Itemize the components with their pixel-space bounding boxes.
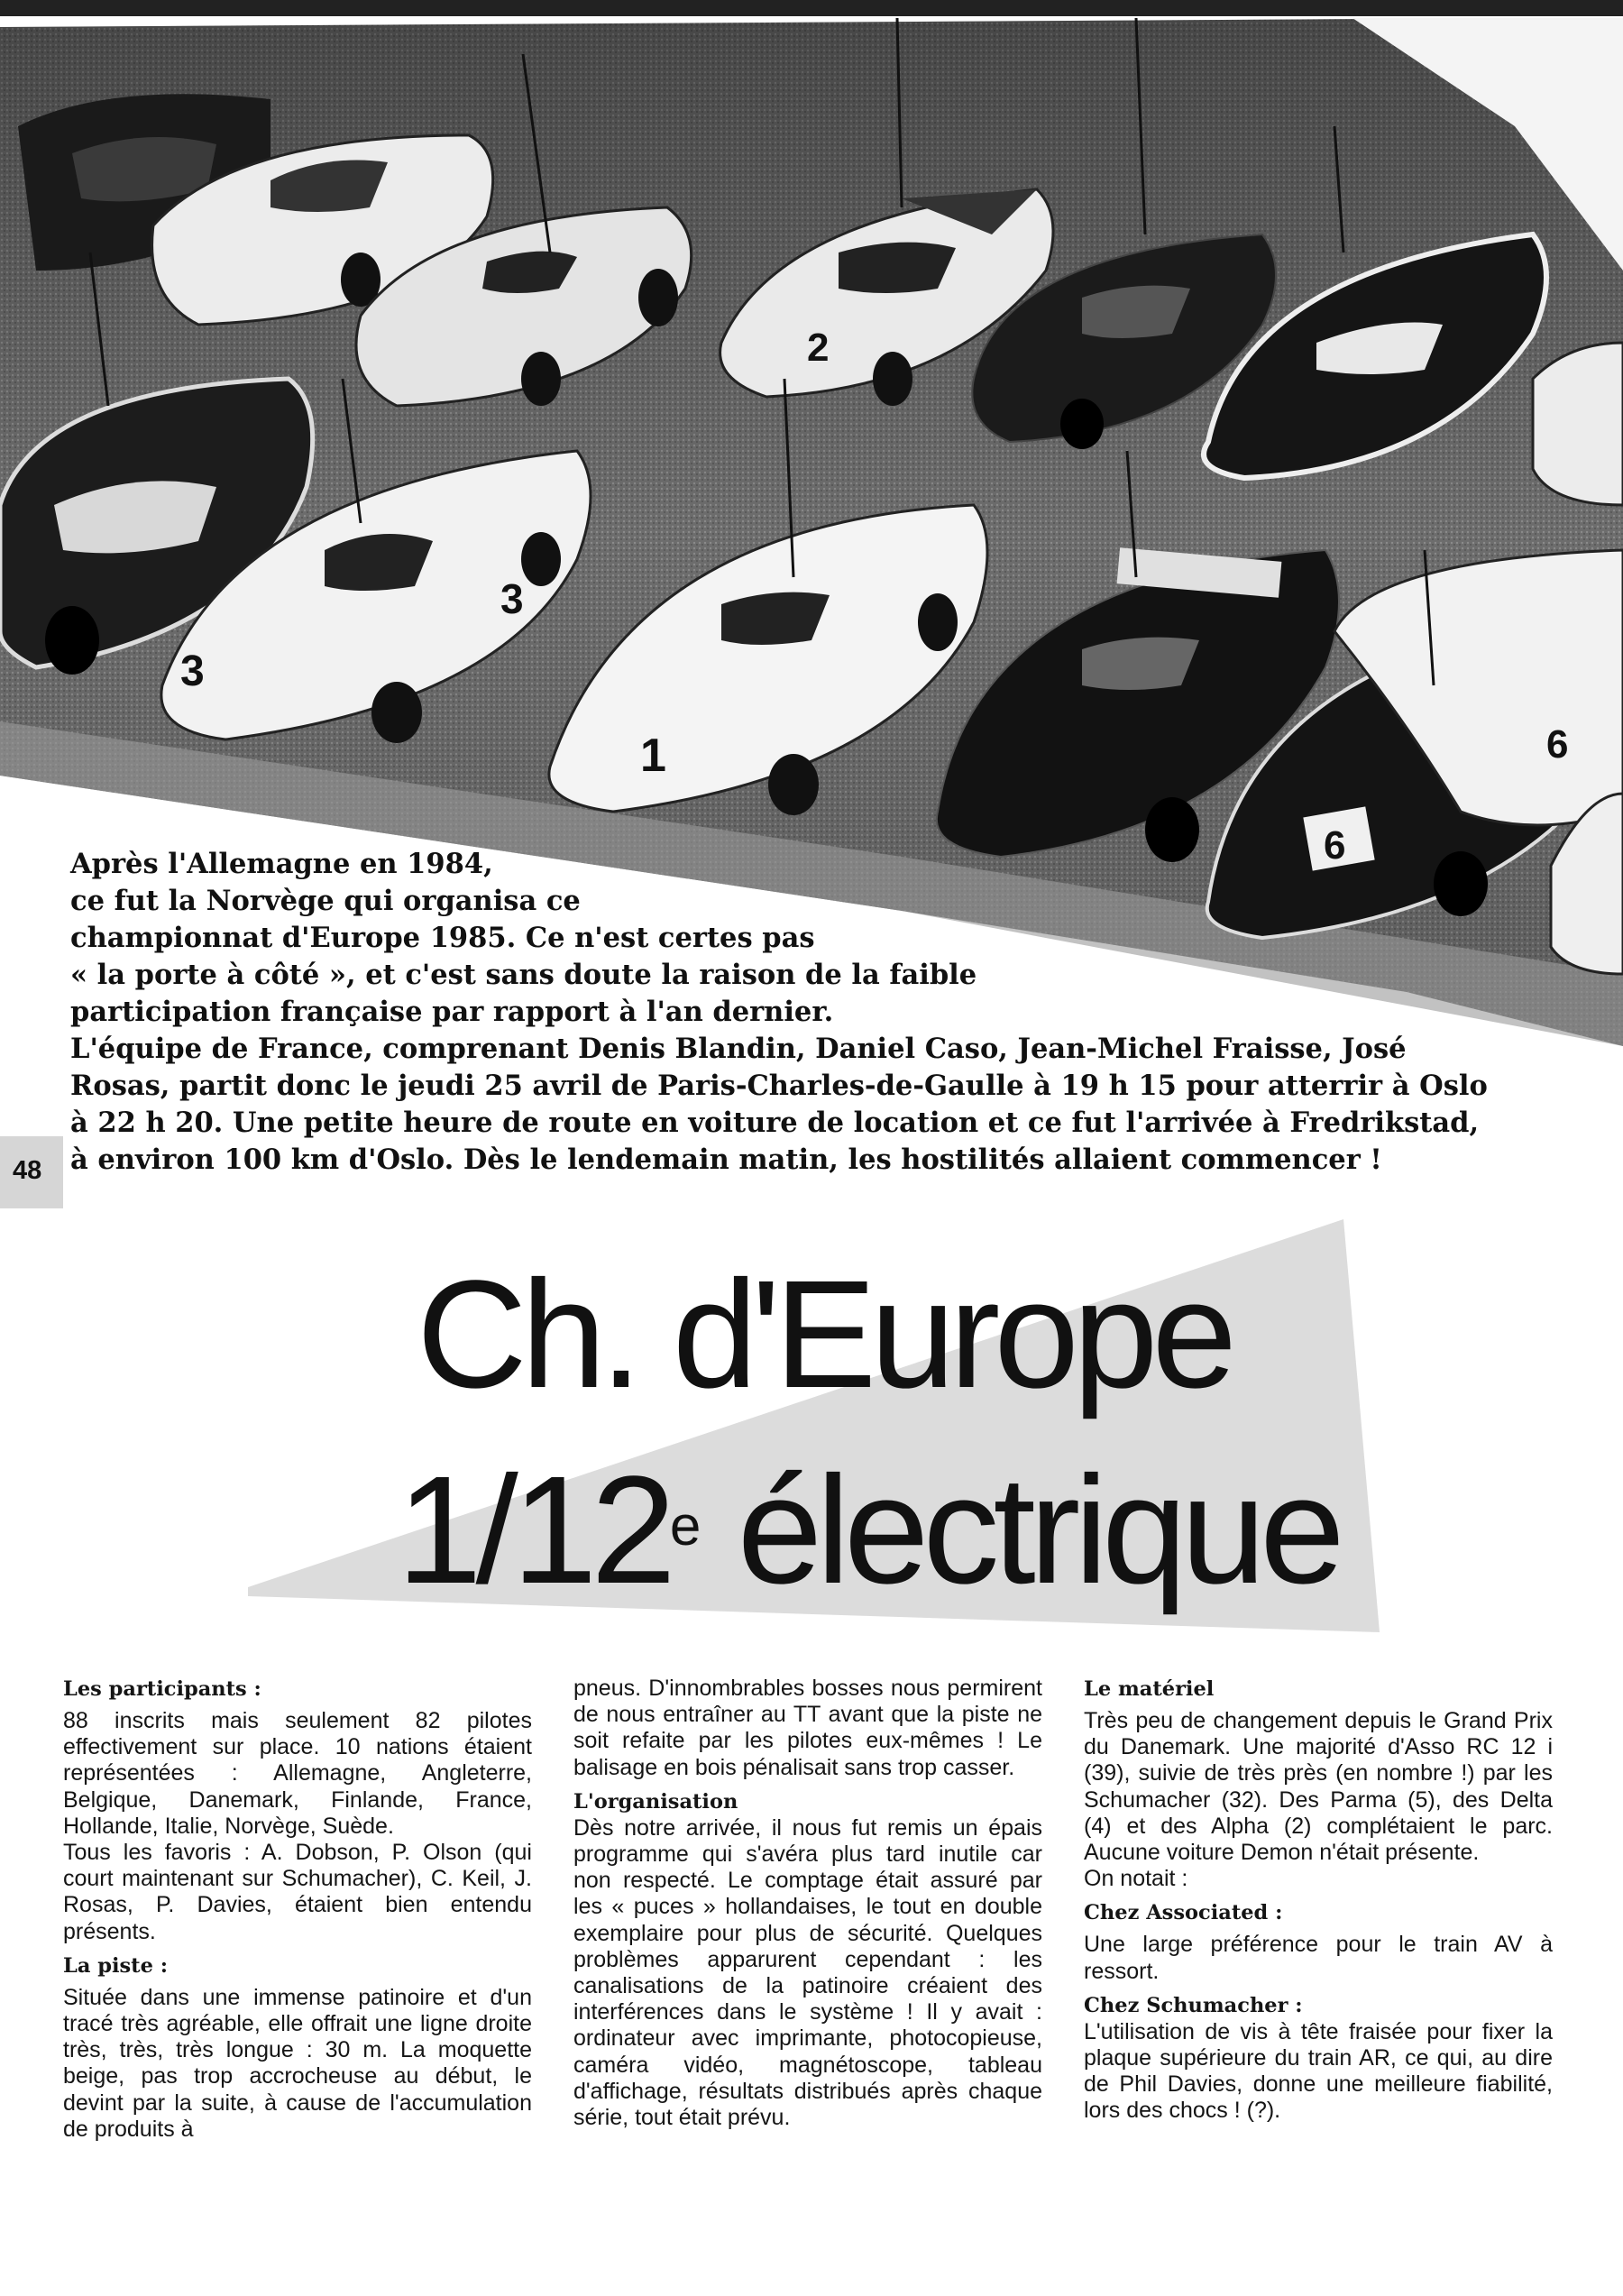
- column-2: [573, 1676, 1042, 2131]
- para-organisation: Dès notre arrivée, il nous fut remis un épais programme qui s'avéra plus tard inutile car non respecté. Le comptage était assuré par les « puces » hollandaises, le tout en double exemplaire pour plus de sécurité. Quelques problèmes apparurent cependant : les canalisations de la patinoire créaient des interférences dans le système ! Il y avait : ordinateur avec imprimante, photocopieuse, caméra vidéo, magnétoscope, tableau d'affichage, résultats distribués après chaque série, tout était prévu.: [573, 1814, 1042, 2131]
- race-number-3a: 3: [180, 647, 205, 695]
- para-favoris: Tous les favoris : A. Dobson, P. Olson (qui court maintenant sur Schumacher), C. Keil, J. Rosas, P. Davies, étaient bien entendu présents.: [63, 1840, 532, 1944]
- para-materiel: Très peu de changement depuis le Grand Prix du Danemark. Une majorité d'Asso RC 12 i (39), suivie de très près (en nombre !) par les Schumacher (32). Des Parma (5), des Delta (4) et des Alpha (2) complétaient le parc. Aucune voiture Demon n'était présente.: [1084, 1708, 1553, 1866]
- heading-schumacher: Chez Schumacher :: [1084, 1993, 1303, 2017]
- title-fraction: 1/12: [397, 1445, 670, 1616]
- intro-line: « la porte à côté », et c'est sans doute la raison de la faible: [70, 959, 977, 991]
- article-title-line2: [397, 1445, 1339, 1616]
- column-1: [63, 1676, 532, 2143]
- heading-materiel: Le matériel: [1084, 1677, 1215, 1701]
- intro-line: Rosas, partit donc le jeudi 25 avril de Paris-Charles-de-Gaulle à 19 h 15 pour atterrir à Oslo: [70, 1070, 1488, 1102]
- intro-line: championnat d'Europe 1985. Ce n'est certes pas: [70, 922, 815, 954]
- heading-organisation: L'organisation: [573, 1789, 738, 1814]
- heading-piste: La piste :: [63, 1953, 169, 1978]
- intro-line: ce fut la Norvège qui organisa ce: [70, 885, 581, 917]
- race-number-6b: 6: [1546, 722, 1569, 767]
- heading-participants: Les participants :: [63, 1677, 261, 1701]
- intro-line: à 22 h 20. Une petite heure de route en voiture de location et ce fut l'arrivée à Fredrikstad,: [70, 1107, 1480, 1139]
- para-associated: Une large préférence pour le train AV à ressort.: [1084, 1932, 1553, 1984]
- intro-line: à environ 100 km d'Oslo. Dès le lendemain matin, les hostilités allaient commencer !: [70, 1143, 1382, 1176]
- intro-line: L'équipe de France, comprenant Denis Blandin, Daniel Caso, Jean-Michel Fraisse, José: [70, 1033, 1407, 1065]
- para-schumacher: L'utilisation de vis à tête fraisée pour fixer la plaque supérieure du train AR, ce qui, au dire de Phil Davies, donne une meilleure fiabilité, lors des chocs ! (?).: [1084, 2018, 1553, 2124]
- title-electrique: électrique: [701, 1445, 1339, 1616]
- column-3: [1084, 1676, 1553, 2125]
- article-title-line1: Ch. d'Europe: [417, 1249, 1231, 1420]
- intro-paragraph: [70, 846, 1488, 1179]
- intro-line: Après l'Allemagne en 1984,: [70, 848, 493, 880]
- title-superscript: e: [669, 1495, 701, 1557]
- heading-associated: Chez Associated :: [1084, 1901, 1283, 1925]
- page-number: 48: [13, 1156, 42, 1185]
- car-back-7: [1533, 343, 1623, 505]
- para-participants: 88 inscrits mais seulement 82 pilotes effectivement sur place. 10 nations étaient représentées : Allemagne, Angleterre, Belgique, Danemark, Finlande, France, Hollande, Italie, Norvège, Suède.: [63, 1708, 532, 1839]
- intro-line: participation française par rapport à l'an dernier.: [70, 996, 834, 1028]
- para-pneus: pneus. D'innombrables bosses nous permirent de nous entraîner au TT avant que la piste ne soit refaite par les pilotes eux-mêmes ! Le balisage en bois pénalisait sans trop casser.: [573, 1676, 1042, 1780]
- para-piste: Située dans une immense patinoire et d'un tracé très agréable, elle offrait une ligne droite très, très, très longue : 30 m. La moquette beige, pas trop accrocheuse au début, le devint par la suite, à cause de l'accumulation de produits à: [63, 1984, 532, 2142]
- race-number-1: 1: [640, 730, 666, 782]
- para-notait: On notait :: [1084, 1866, 1188, 1892]
- race-number-2: 2: [807, 326, 830, 370]
- race-number-6a: 6: [1324, 823, 1346, 868]
- race-number-3b: 3: [500, 575, 524, 622]
- car-back-number-2: [807, 326, 829, 370]
